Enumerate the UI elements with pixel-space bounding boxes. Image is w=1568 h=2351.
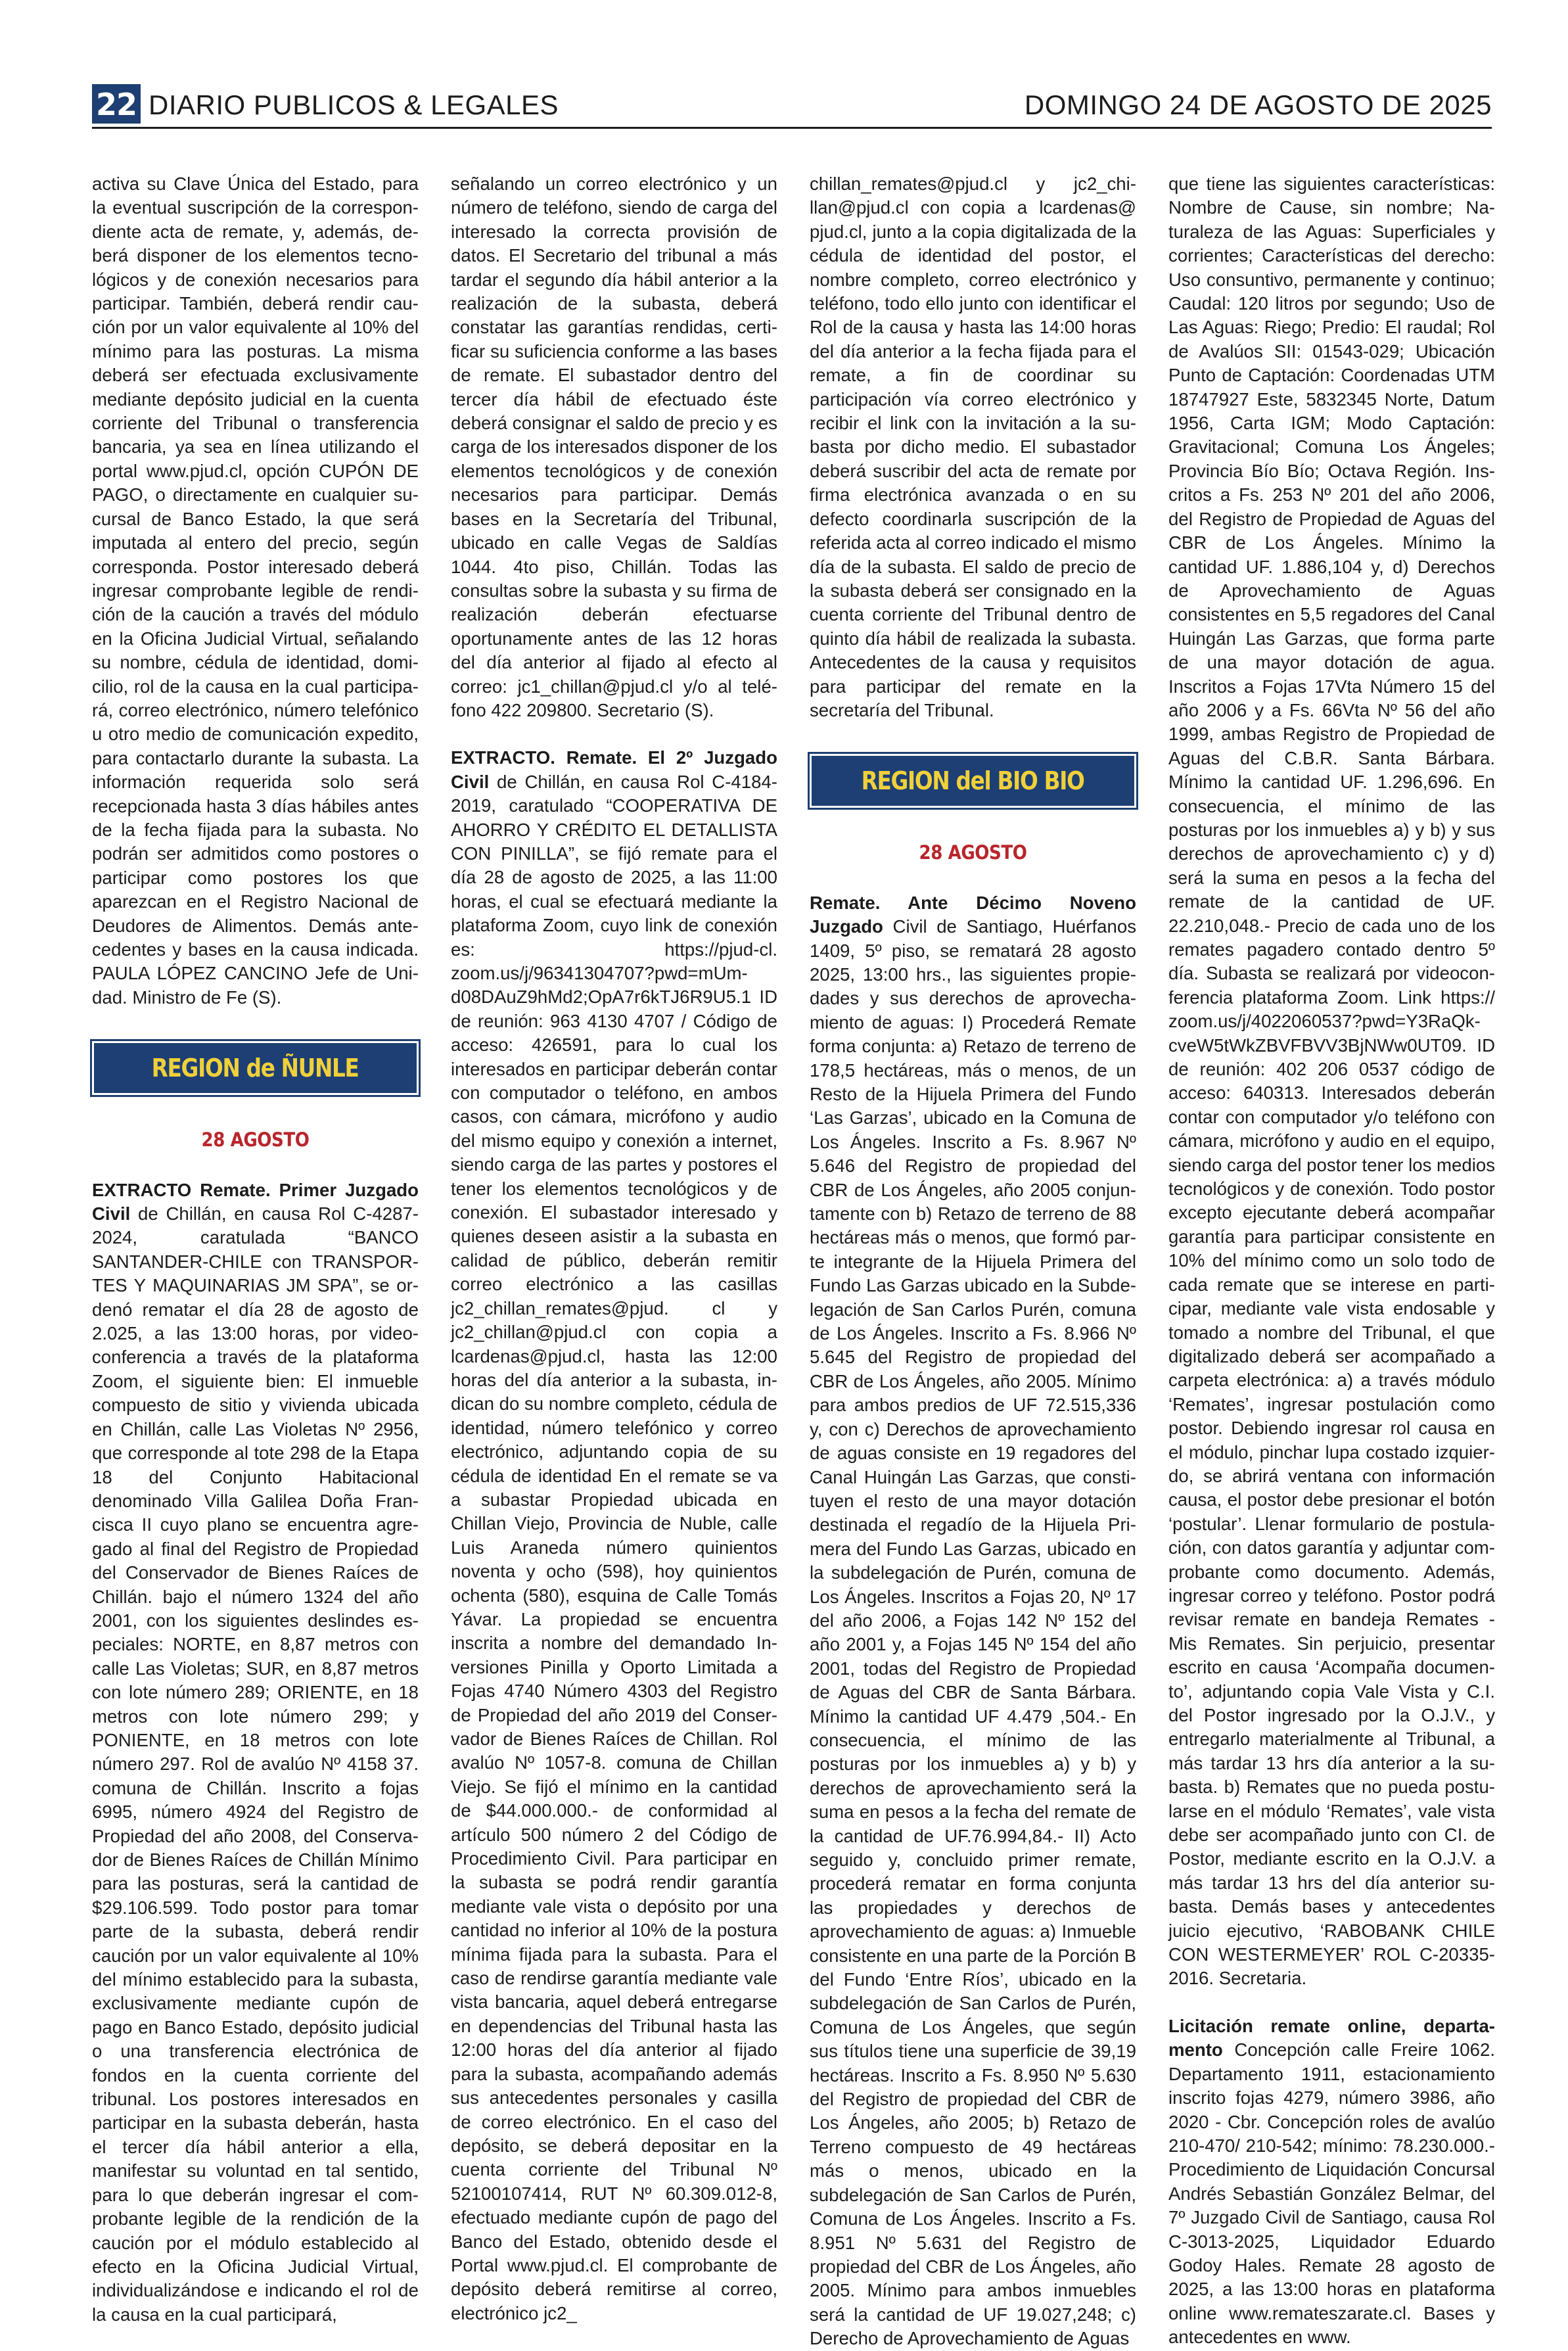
legal-notice <box>810 891 1136 2351</box>
notice-body: de Chillán, en causa Rol C-4287-2024, caratulada “BANCO SANTANDER-CHILE con TRANSPORTES Y MAQUINARIAS JM SPA”, se ordenó rematar el día 28 de agosto de 2.025, a las 13:00 horas, por videoconferencia a través de la plataforma Zoom, el siguiente bien: El inmueble compuesto de sitio y vivienda ubicada en Chillán, calle Las Violetas Nº 2956, que corresponde al tote 298 de la Etapa 18 del Conjunto Habitacional denominado Villa Galilea Doña Francisca II cuyo plano se encuentra agregado al final del Registro de Propiedad del Conservador de Bienes Raíces de Chillán. bajo el número 1324 del año 2001, con los siguientes deslindes especiales: NORTE, en 8,87 metros con calle Las Violetas; SUR, en 8,87 metros con lote número 289; ORIENTE, en 18 metros con lote número 299; y PONIENTE, en 18 metros con lote número 297. Rol de avalúo Nº 4158 37. comuna de Chillán. Inscrito a fojas 6995, número 4924 del Registro de Propiedad del año 2008, del Conservador de Bienes Raíces de Chillán Mínimo para las posturas, será la cantidad de $29.106.599. Todo postor para tomar parte de la subasta, deberá rendir caución por un valor equivalente al 10% del mínimo establecido para la subasta, exclusivamente mediante cupón de pago en Banco Estado, depósito judicial o una transferencia electrónica de fondos en la cuenta corriente del tribunal. Los postores interesados en participar en la subasta deberán, hasta el tercer día hábil anterior a ella, manifestar su voluntad en tal sentido, para lo que deberán ingresar el comprobante legible de la rendición de la caución por el módulo establecido al efecto en la Oficina Judicial Virtual, individualizándose e indicando el rol de la causa en la cual participará, <box>92 1203 419 2325</box>
region-banner-bio-bio <box>810 754 1136 808</box>
notice-body: de Chillán, en causa Rol C-4184-2019, caratulado “COOPERATIVA DE AHORRO Y CRÉDITO EL DETALLISTA CON PINILLA”, se fijó remate para el día 28 de agosto de 2025, a las 11:00 horas, el cual se efectuará mediante la plataforma Zoom, cuyo link de conexión es: https://pjud-cl. zoom.us/j/96341304707?pwd=mUmd08DAuZ9hMd2;OpA7r6kTJ6R9U5.1 ID de reunión: 963 4130 4707 / Código de acceso: 426591, para lo cual los interesados en participar deberán contar con computador o teléfono, en ambos casos, con cámara, micrófono y audio del mismo equipo y conexión a internet, siendo carga de las partes y postores el tener los elementos tecnológicos y de conexión. El subastador interesado y quienes deseen asistir a la subasta en calidad de público, deberán remitir correo electrónico a las casillas jc2_chillan_remates@pjud. cl y jc2_chillan@pjud.cl con copia a lcardenas@pjud.cl, hasta las 12:00 horas del día anterior a la subasta, indican do su nombre completo, cédula de identidad, número telefónico y correo electrónico, adjuntando copia de su cédula de identidad En el remate se va a subastar Propiedad ubicada en Chillan Viejo, Provincia de Nuble, calle Luis Araneda número quinientos noventa y ocho (598), hoy quinientos ochenta (580), esquina de Calle Tomás Yávar. La propiedad se encuentra inscrita a nombre del demandado Inversiones Pinilla y Oporto Limitada a Fojas 4740 Número 4303 del Registro de Propiedad del año 2019 del Conservador de Bienes Raíces de Chillan. Rol avalúo Nº 1057-8. comuna de Chillan Viejo. Se fijó el mínimo en la cantidad de $44.000.000.- de conformidad al artículo 500 número 2 del Código de Procedimiento Civil. Para participar en la subasta se podrá rendir garantía mediante vale vista o depósito por una cantidad no inferior al 10% de la postura mínima fijada para la subasta. Para el caso de rendirse garantía mediante vale vista bancaria, aquel deberá entregarse en dependencias del Tribunal hasta las 12:00 horas del día anterior al fijado para la subasta, acompañando además sus antecedentes personales y casilla de correo electrónico. En el caso del depósito, se deberá depositar en la cuenta corriente del Tribunal Nº 52100107414, RUT Nº 60.309.012-8, efectuado mediante cupón de pago del Banco del Estado, obtenido desde el Portal www.pjud.cl. El comprobante de depósito deberá remitirse al correo, electrónico jc2_ <box>451 771 777 2323</box>
legal-notice <box>451 746 777 2325</box>
region-banner-nuble <box>92 1041 419 1095</box>
date-heading: 28 AGOSTO <box>919 841 1027 864</box>
notice-lead: EXTRACTO. Remate. El 2º Juzgado Civil <box>451 747 777 792</box>
column-4 <box>1168 172 1495 2348</box>
notice-lead: Remate. Ante Décimo Noveno Juzgado <box>810 892 1136 937</box>
notice-lead: EXTRACTO Remate. Primer Juzgado Civil <box>92 1179 419 1224</box>
column-2 <box>451 172 777 2323</box>
page-number: 22 <box>92 84 141 124</box>
header-rule <box>92 127 1492 129</box>
legal-notice <box>1168 2014 1495 2350</box>
region-banner-label: REGION del BIO BIO <box>862 766 1084 796</box>
page-header <box>92 84 1492 124</box>
continued-notice-text: chillan_remates@pjud.cl y jc2_chillan@pjud.cl con copia a lcardenas@ pjud.cl, junto a la copia digitalizada de la cédula de identidad del postor, el nombre completo, correo electrónico y teléfono, todo ello junto con identificar el Rol de la causa y hasta las 14:00 horas del día anterior a la fecha fijada para el remate, a fin de coordinar su participación vía correo electrónico y recibir el link con la invitación a la subasta por dicho medio. El subastador deberá suscribir del acta de remate por firma electrónica avanzada o en su defecto coordinarla suscripción de la referida acta al correo indicado el mismo día de la subasta. El saldo de precio de la subasta deberá ser consignado en la cuenta corriente del Tribunal dentro de quinto día hábil de realizada la subasta. Antecedentes de la causa y requisitos para participar del remate en la secretaría del Tribunal. <box>810 174 1136 720</box>
notice-body: Concepción calle Freire 1062. Departamento 1911, estacionamiento inscrito fojas 4279, número 3986, año 2020 - Cbr. Concepción roles de avalúo 210-470/ 210-542; mínimo: 78.230.000.- Procedimiento de Liquidación Concursal Andrés Sebastián González Belmar, del 7º Juzgado Civil de Santiago, causa Rol C-3013-2025, Liquidador Eduardo Godoy Hales. Remate 28 agosto de 2025, a las 13:00 horas en plataforma online www.remateszarate.cl. Bases y antecedentes en www. <box>1168 2039 1495 2348</box>
column-3 <box>810 172 1137 2349</box>
continued-notice-text: activa su Clave Única del Estado, para la eventual suscripción de la correspondiente acta de remate, y, además, deberá disponer de los elementos tecnológicos y de conexión necesarios para participar. También, deberá rendir caución por un valor equivalente al 10% del mínimo para las posturas. La misma deberá ser efectuada exclusivamente mediante depósito judicial en la cuenta corriente del Tribunal o transferencia bancaria, ya sea en línea utilizando el portal www.pjud.cl, opción CUPÓN DE PAGO, o directamente en cualquier sucursal de Banco Estado, la que será imputada al entero del precio, según corresponda. Postor interesado deberá ingresar comprobante legible de rendición de la caución a través del módulo en la Oficina Judicial Virtual, señalando su nombre, cédula de identidad, domicilio, rol de la causa en la cual participará, correo electrónico, número telefónico u otro medio de comunicación expedito, para contactarlo durante la subasta. La información requerida solo será recepcionada hasta 3 días hábiles antes de la fecha fijada para la subasta. No podrán ser admitidos como postores o participar como postores los que aparezcan en el Registro Nacional de Deudores de Alimentos. Demás antecedentes y bases en la causa indicada. PAULA LÓPEZ CANCINO Jefe de Unidad. Ministro de Fe (S). <box>92 174 419 1008</box>
region-banner-label: REGION de ÑUNLE <box>152 1054 359 1083</box>
notice-body: Civil de Santiago, Huérfanos 1409, 5º piso, se rematará 28 agosto 2025, 13:00 hrs., las siguientes propiedades y sus derechos de aprovechamiento de aguas: I) Procederá Remate forma conjunta: a) Retazo de terreno de 178,5 hectáreas, más o menos, de un Resto de la Hijuela Primera del Fundo ‘Las Garzas’, ubicado en la Comuna de Los Ángeles. Inscrito a Fs. 8.967 Nº 5.646 del Registro de propiedad del CBR de Los Ángeles, año 2005 conjuntamente con b) Retazo de terreno de 88 hectáreas más o menos, que formó parte integrante de la Hijuela Primera del Fundo Las Garzas ubicado en la Subdelegación de San Carlos Purén, comuna de Los Ángeles. Inscrito a Fs. 8.966 Nº 5.645 del Registro de propiedad del CBR de Los Ángeles, año 2005. Mínimo para ambos predios de UF 72.515,336 y, con c) Derechos de aprovechamiento de aguas consiste en 19 regadores del Canal Huingán Las Garzas, que constituyen el resto de una mayor dotación destinada el regadío de la Hijuela Primera del Fundo Las Garzas, ubicado en la subdelegación de Purén, comuna de Los Ángeles. Inscritos a Fojas 20, Nº 17 del año 2006, a Fojas 142 Nº 152 del año 2001 y, a Fojas 145 Nº 154 del año 2001, todas del Registro de Propiedad de Aguas del CBR de Santa Bárbara. Mínimo la cantidad UF 4.479 ,504.- En consecuencia, el mínimo de las posturas por los inmuebles a) y b) y derechos de aprovechamiento será la suma en pesos a la fecha del remate de la cantidad de UF.76.994,84.- II) Acto seguido y, concluido primer remate, procederá rematar en forma conjunta las propiedades y derechos de aprovechamiento de aguas: a) Inmueble consistente en una parte de la Porción B del Fundo ‘Entre Ríos’, ubicado en la subdelegación de San Carlos de Purén, Comuna de Los Ángeles, que según sus títulos tiene una superficie de 39,19 hectáreas. Inscrito a Fs. 8.950 Nº 5.630 del Registro de propiedad del CBR de Los Ángeles, año 2005; b) Retazo de Terreno compuesto de 49 hectáreas más o menos, ubicado en la subdelegación de San Carlos de Purén, Comuna de Los Ángeles. Inscrito a Fs. 8.951 Nº 5.631 del Registro de propiedad del CBR de Los Ángeles, año 2005. Mínimo para ambos inmuebles será la cantidad de UF 19.027,248; c) Derecho de Aprovechamiento de Aguas <box>810 916 1137 2349</box>
continued-notice-text: que tiene las siguientes características: Nombre de Cause, sin nombre; Naturaleza de las Aguas: Superficiales y corrientes; Características del derecho: Uso consuntivo, permanente y continuo; Caudal: 120 litros por segundo; Uso de Las Aguas: Riego; Predio: El raudal; Rol de Avalúos SII: 01543-029; Ubicación Punto de Captación: Coordenadas UTM 18747927 Este, 5832345 Norte, Datum 1956, Carta IGM; Modo Captación: Gravitacional; Comuna Los Ángeles; Provincia Bío Bío; Octava Región. Inscritos a Fs. 253 Nº 201 del año 2006, del Registro de Propiedad de Aguas del CBR de Los Ángeles. Mínimo la cantidad UF. 1.886,104 y, d) Derechos de Aprovechamiento de Aguas consistentes en 5,5 regadores del Canal Huingán Las Garzas, que forma parte de una mayor dotación de agua. Inscritos a Fojas 17Vta Número 15 del año 2006 y a Fs. 66Vta Nº 56 del año 1999, ambas Registro de Propiedad de Aguas del C.B.R. Santa Bárbara. Mínimo la cantidad UF. 1.296,696. En consecuencia, el mínimo de las posturas por los inmuebles a) y b) y sus derechos de aprovechamiento c) y d) será la suma en pesos a la fecha del remate de la cantidad de UF. 22.210,048.- Precio de cada uno de los remates pagadero contado dentro 5º día. Subasta se realizará por videoconferencia plataforma Zoom. Link https:// zoom.us/j/4022060537?pwd=Y3RaQkcveW5tWkZBVFBVV3BjNWw0UT09. ID de reunión: 402 206 0537 código de acceso: 640313. Interesados deberán contar con computador y/o teléfono con cámara, micrófono y audio en el equipo, siendo carga del postor tener los medios tecnológicos y de conexión. Todo postor excepto ejecutante deberá acompañar garantía para participar consistente en 10% del mínimo como un solo todo de cada remate que se interese en participar, mediante vale vista endosable y tomado a nombre del Tribunal, el que digitalizado deberá ser acompañado a carpeta electrónica: a) a través módulo ‘Remates’, ingresar postulación como postor. Debiendo ingresar rol causa en el módulo, pinchar lupa costado izquierdo, se abrirá ventana con información causa, el postor debe presionar el botón ‘postular’. Llenar formulario de postulación, con datos garantía y adjuntar comprobante como documento. Además, ingresar correo y teléfono. Postor podrá revisar remate en bandeja Remates - Mis Remates. Sin perjuicio, presentar escrito en causa ‘Acompaña documento’, adjuntando copia Vale Vista y C.I. del Postor ingresado por la O.J.V., y entregarlo materialmente al Tribunal, a más tardar 13 hrs día anterior a la subasta. b) Remates que no pueda postularse en el módulo ‘Remates’, vale vista debe ser acompañado junto con CI. de Postor, mediante escrito en la O.J.V. a más tardar 13 hrs del día anterior subasta. Demás bases y antecedentes juicio ejecutivo, ‘RABOBANK CHILE CON WESTERMEYER’ ROL C-20335-2016. Secretaria. <box>1168 174 1495 1989</box>
column-1 <box>92 172 419 2325</box>
legal-notice <box>92 1178 419 2327</box>
continued-notice-text: señalando un correo electrónico y un número de teléfono, siendo de carga del interesado la correcta provisión de datos. El Secretario del tribunal a más tardar el segundo día hábil anterior a la realización de la subasta, deberá constatar las garantías rendidas, certificar su suficiencia conforme a las bases de remate. El subastador dentro del tercer día hábil de efectuado éste deberá consignar el saldo de precio y es carga de los interesados disponer de los elementos tecnológicos y de conexión necesarios para participar. Demás bases en la Secretaría del Tribunal, ubicado en calle Vegas de Saldías 1044. 4to piso, Chillán. Todas las consultas sobre la subasta y su firma de realización deberán efectuarse oportunamente antes de las 12 horas del día anterior al fijado al efecto al correo: jc1_chillan@pjud.cl y/o al teléfono 422 209800. Secretario (S). <box>451 174 777 720</box>
issue-date: DOMINGO 24 DE AGOSTO DE 2025 <box>1024 89 1492 120</box>
section-title: DIARIO PUBLICOS & LEGALES <box>149 89 559 120</box>
notice-lead: Licitación remate online, departamento <box>1168 2015 1495 2060</box>
date-heading: 28 AGOSTO <box>201 1129 310 1152</box>
